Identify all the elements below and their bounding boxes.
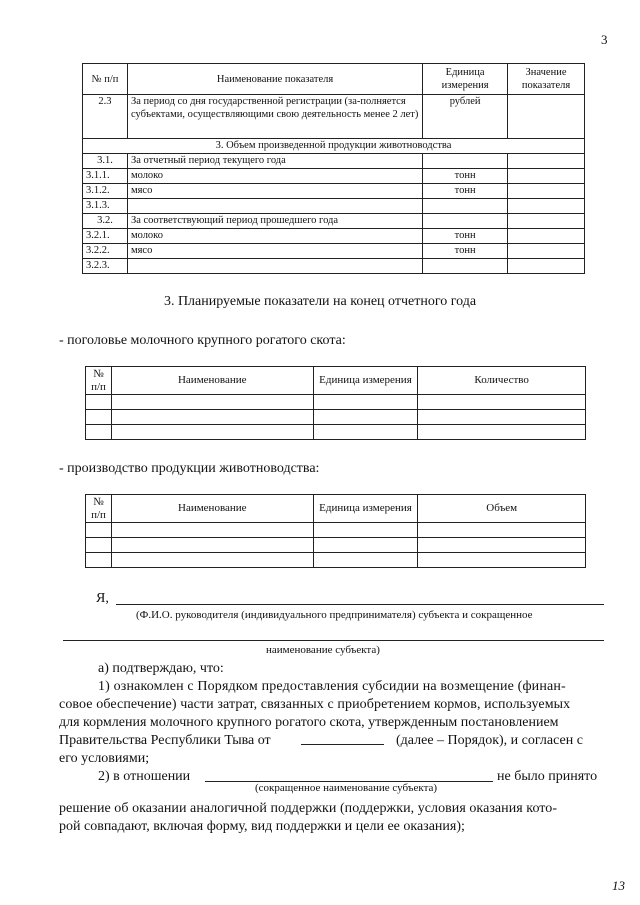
table-row bbox=[83, 229, 585, 244]
subject-short-name-hint: (сокращенное наименование субъекта) bbox=[255, 782, 438, 794]
row-value bbox=[508, 199, 585, 214]
row-name bbox=[127, 199, 422, 214]
paragraph1-line2: совое обеспечение) части затрат, связанных с приобретением кормов, используемых bbox=[59, 697, 571, 712]
table-row bbox=[83, 259, 585, 274]
table-row bbox=[83, 199, 585, 214]
col-header-volume: Объем bbox=[418, 495, 586, 523]
col-header-num: № п/п bbox=[86, 495, 112, 523]
row-num: 3.2.1. bbox=[83, 229, 128, 244]
col-header-name: Наименование bbox=[111, 367, 313, 395]
table-row bbox=[86, 395, 586, 410]
row-num: 3.2.2. bbox=[83, 244, 128, 259]
row-num: 3.1.2. bbox=[83, 184, 128, 199]
fio-line[interactable] bbox=[116, 604, 604, 605]
table-row bbox=[86, 553, 586, 568]
row-num: 3.1.3. bbox=[83, 199, 128, 214]
table-row bbox=[83, 244, 585, 259]
col-header-value: Значение показателя bbox=[508, 64, 585, 95]
row-value bbox=[508, 95, 585, 139]
row-num: 2.3 bbox=[83, 95, 128, 139]
table-row bbox=[83, 169, 585, 184]
col-header-quantity: Количество bbox=[418, 367, 586, 395]
row-name: молоко bbox=[127, 169, 422, 184]
table-header-row bbox=[86, 495, 586, 523]
table-header-row bbox=[86, 367, 586, 395]
paragraph1-line1: 1) ознакомлен с Порядком предоставления субсидии на возмещение (финан- bbox=[98, 679, 566, 694]
row-name: мясо bbox=[127, 244, 422, 259]
row-unit: тонн bbox=[423, 244, 508, 259]
subject-name-hint: наименование субъекта) bbox=[266, 644, 380, 656]
table-row bbox=[83, 95, 585, 139]
table-row bbox=[86, 425, 586, 440]
row-name: За период со дня государственной регистрации (за-полняется субъектами, осуществляющими свою деятельность менее 2 лет) bbox=[127, 95, 422, 139]
col-header-num: № п/п bbox=[83, 64, 128, 95]
table-row bbox=[86, 523, 586, 538]
table-header-row bbox=[83, 64, 585, 95]
table-row bbox=[86, 410, 586, 425]
row-value bbox=[508, 154, 585, 169]
row-unit bbox=[423, 214, 508, 229]
production-label: - производство продукции животноводства: bbox=[59, 461, 320, 476]
paragraph1-line5: его условиями; bbox=[59, 751, 150, 766]
row-value bbox=[508, 244, 585, 259]
ya-label: Я, bbox=[96, 591, 109, 606]
row-value bbox=[508, 214, 585, 229]
subject-name-line[interactable] bbox=[63, 640, 604, 641]
decree-date-line[interactable] bbox=[301, 744, 384, 745]
row-num: 3.2. bbox=[83, 214, 128, 229]
livestock-table bbox=[85, 366, 586, 440]
paragraph2-b: не было принято bbox=[497, 769, 598, 784]
row-unit: тонн bbox=[423, 169, 508, 184]
confirm-label: а) подтверждаю, что: bbox=[98, 661, 224, 676]
row-value bbox=[508, 229, 585, 244]
row-name: мясо bbox=[127, 184, 422, 199]
paragraph1-line4a: Правительства Республики Тыва от bbox=[59, 733, 271, 748]
row-value bbox=[508, 169, 585, 184]
col-header-unit: Единица измерения bbox=[313, 367, 418, 395]
table-row bbox=[83, 154, 585, 169]
row-name: молоко bbox=[127, 229, 422, 244]
row-unit bbox=[423, 154, 508, 169]
page-number: 3 bbox=[601, 32, 608, 47]
col-header-name: Наименование показателя bbox=[127, 64, 422, 95]
row-unit bbox=[423, 199, 508, 214]
row-unit: тонн bbox=[423, 229, 508, 244]
paragraph1-line3: для кормления молочного крупного рогатого скота, утвержденным постановлением bbox=[59, 715, 559, 730]
production-table bbox=[85, 494, 586, 568]
row-num: 3.1.1. bbox=[83, 169, 128, 184]
row-unit: рублей bbox=[423, 95, 508, 139]
paragraph2-line2: решение об оказании аналогичной поддержки (поддержки, условия оказания кото- bbox=[59, 801, 558, 816]
col-header-unit: Единица измерения bbox=[313, 495, 418, 523]
table-row bbox=[86, 538, 586, 553]
col-header-unit: Единица измерения bbox=[423, 64, 508, 95]
row-name: За соответствующий период прошедшего года bbox=[127, 214, 422, 229]
paragraph2-a: 2) в отношении bbox=[98, 769, 191, 784]
row-name bbox=[127, 259, 422, 274]
section-title: 3. Объем произведенной продукции животноводства bbox=[83, 139, 585, 154]
col-header-num: № п/п bbox=[86, 367, 112, 395]
row-name: За отчетный период текущего года bbox=[127, 154, 422, 169]
row-unit: тонн bbox=[423, 184, 508, 199]
section-row bbox=[83, 139, 585, 154]
livestock-label: - поголовье молочного крупного рогатого скота: bbox=[59, 333, 346, 348]
indicators-table bbox=[82, 63, 585, 274]
fio-hint: (Ф.И.О. руководителя (индивидуального предпринимателя) субъекта и сокращенное bbox=[136, 609, 533, 621]
row-value bbox=[508, 259, 585, 274]
row-unit bbox=[423, 259, 508, 274]
table-row bbox=[83, 184, 585, 199]
paragraph2-line3: рой совпадают, включая форму, вид поддержки и цели ее оказания); bbox=[59, 819, 465, 834]
paragraph1-line4b: (далее – Порядок), и согласен с bbox=[396, 733, 583, 748]
col-header-name: Наименование bbox=[111, 495, 313, 523]
handwritten-page-mark: 13 bbox=[612, 878, 625, 893]
section-heading: 3. Планируемые показатели на конец отчетного года bbox=[163, 294, 477, 309]
row-num: 3.1. bbox=[83, 154, 128, 169]
row-num: 3.2.3. bbox=[83, 259, 128, 274]
table-row bbox=[83, 214, 585, 229]
row-value bbox=[508, 184, 585, 199]
